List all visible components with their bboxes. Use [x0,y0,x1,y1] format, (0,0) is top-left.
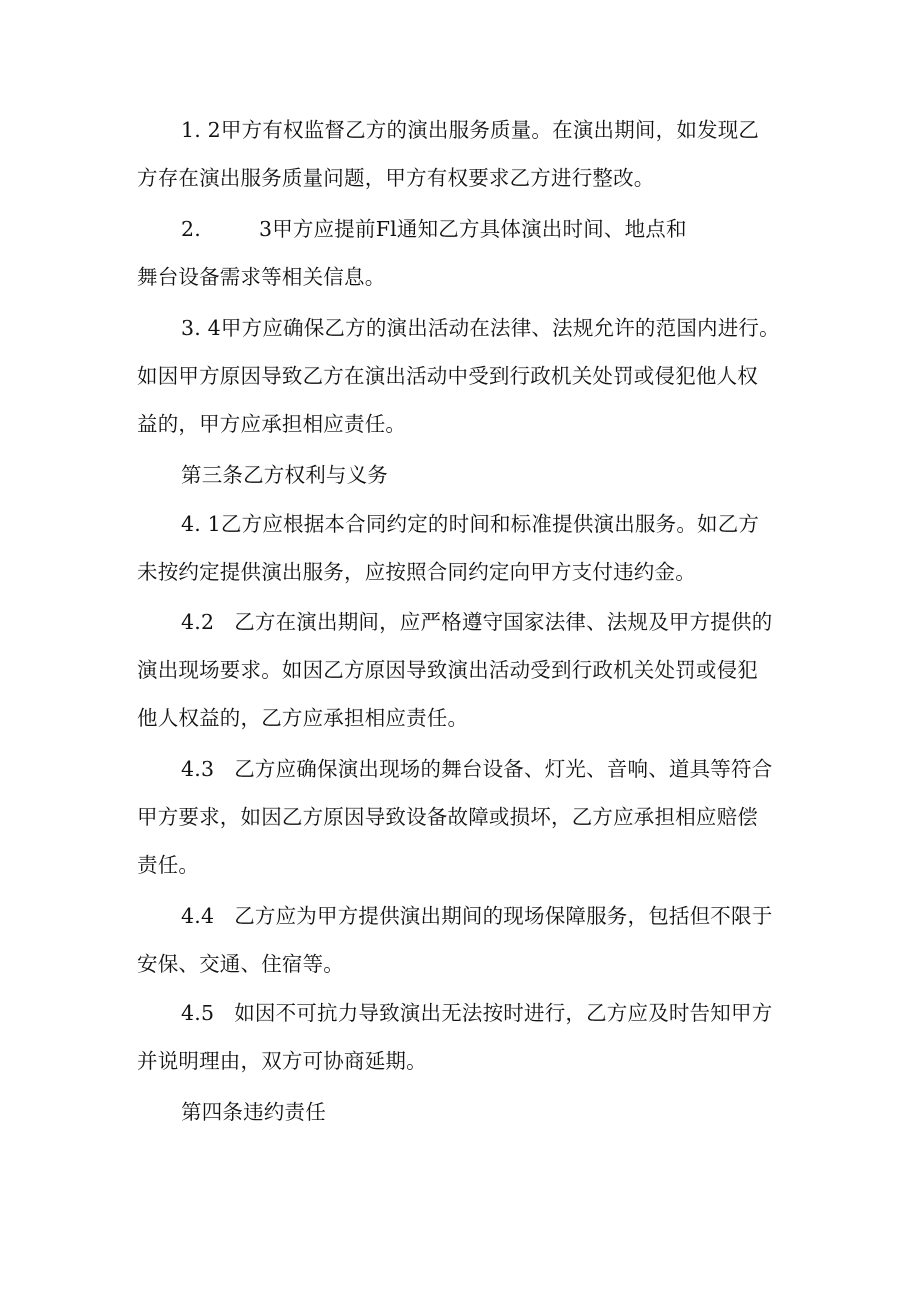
text-line: 如因甲方原因导致乙方在演出活动中受到行政机关处罚或侵犯他人权 [137,364,758,388]
text-line [137,745,797,793]
text-line: 甲方要求，如因乙方原因导致设备故障或损坏，乙方应承担相应赔偿 [137,805,758,829]
paragraph-4-5 [137,989,797,1085]
heading-text: 第四条违约责任 [181,1100,326,1124]
paragraph-4-2 [137,598,797,742]
text-line [137,598,797,646]
clause-text: 乙方应为甲方提供演出期间的现场保障服务，包括但不限于 [234,904,773,928]
clause-number: 2. [181,217,201,241]
paragraph-3-4 [137,304,797,448]
text-line: 益的，甲方应承担相应责任。 [137,412,407,436]
text-line: 3. 4甲方应确保乙方的演出活动在法律、法规允许的范国内进行。 [181,316,780,340]
text-line: 并说明理由，双方可协商延期。 [137,1049,427,1073]
text-line [137,989,797,1037]
text-line [137,892,797,940]
clause-number: 4.3 [181,757,215,781]
section-heading-3 [137,451,797,499]
text-line [137,205,797,253]
clause-text: 乙方在演出期间，应严格遵守国家法律、法规及甲方提供的 [234,610,773,634]
paragraph-4-4 [137,892,797,988]
heading-text: 第三条乙方权利与义务 [181,463,388,487]
text-line: 舞台设备需求等相关信息。 [137,265,386,289]
text-line: 演出现场要求。如因乙方原因导致演出活动受到行政机关处罚或侵犯 [137,658,758,682]
text-line: 未按约定提供演出服务，应按照合同约定向甲方支付违约金。 [137,560,696,584]
clause-text: 如因不可抗力导致演出无法按时进行，乙方应及时告知甲方 [234,1001,773,1025]
paragraph-1-2 [137,106,797,202]
text-line: 责任。 [137,853,200,877]
clause-text: 3甲方应提前Fl通知乙方具体演出时间、地点和 [258,217,687,241]
clause-text: 乙方应确保演出现场的舞台设备、灯光、音响、道具等符合 [234,757,773,781]
text-line: 他人权益的，乙方应承担相应责任。 [137,706,469,730]
clause-number: 4.4 [181,904,215,928]
text-line: 1. 2甲方有权监督乙方的演出服务质量。在演出期间，如发现乙 [181,118,760,142]
paragraph-2-3 [137,205,797,301]
paragraph-4-1 [137,500,797,596]
text-line: 4. 1乙方应根据本合同约定的时间和标准提供演出服务。如乙方 [181,512,760,536]
clause-number: 4.2 [181,610,215,634]
section-heading-4 [137,1088,797,1136]
clause-number: 4.5 [181,1001,215,1025]
text-line: 安保、交通、住宿等。 [137,952,344,976]
paragraph-4-3 [137,745,797,889]
text-line: 方存在演出服务质量问题，甲方有权要求乙方进行整改。 [137,166,655,190]
